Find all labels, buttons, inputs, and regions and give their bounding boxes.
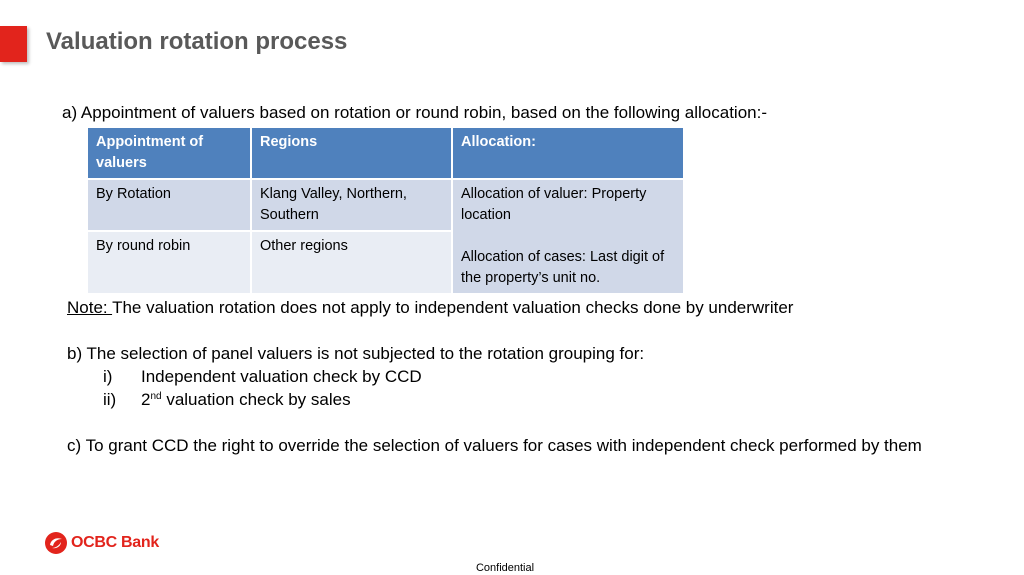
footer-confidential: Confidential [475, 562, 535, 574]
table-header-regions: Regions [251, 127, 452, 179]
list-item-number: ii) [103, 390, 117, 409]
table-header-appointment: Appointment of valuers [87, 127, 251, 179]
note-paragraph [67, 296, 1007, 319]
ordinal-number: 2 [141, 390, 151, 409]
table-cell-appointment: By Rotation [87, 179, 251, 231]
table-cell-regions: Klang Valley, Northern, Southern [251, 179, 452, 231]
item-b-text: b) The selection of panel valuers is not subjected to the rotation grouping for: [67, 344, 645, 363]
list-item [67, 388, 1007, 411]
table-cell-regions: Other regions [251, 231, 452, 294]
list-item [67, 365, 1007, 388]
title-accent-bar [0, 26, 27, 62]
intro-text: a) Appointment of valuers based on rotation or round robin, based on the following allocation:- [62, 103, 768, 122]
table-cell-appointment: By round robin [87, 231, 251, 294]
item-c-text: c) To grant CCD the right to override the selection of valuers for cases with independent check performed by them [67, 436, 922, 455]
body-text [67, 296, 1007, 457]
table-header-allocation: Allocation: [452, 127, 684, 179]
list-item-text [141, 388, 351, 411]
list-item-rest: valuation check by sales [161, 390, 351, 409]
allocation-table [86, 126, 685, 295]
table-row [87, 179, 684, 231]
logo-text: OCBC Bank [71, 534, 159, 551]
allocation-valuer-text: Allocation of valuer: Property location [461, 186, 647, 223]
allocation-cases-text: Allocation of cases: Last digit of the property’s unit no. [461, 249, 665, 286]
slide-title: Valuation rotation process [46, 28, 348, 55]
ordinal-suffix: nd [150, 391, 162, 402]
note-label: Note: [67, 298, 113, 317]
table-header-row [87, 127, 684, 179]
list-item-text: Independent valuation check by CCD [141, 367, 422, 386]
ocbc-logo [44, 531, 159, 555]
table-cell-allocation [452, 179, 684, 294]
ocbc-logo-icon [44, 531, 68, 555]
note-text: The valuation rotation does not apply to independent valuation checks done by underwriter [112, 298, 794, 317]
list-item-number: i) [103, 367, 113, 386]
